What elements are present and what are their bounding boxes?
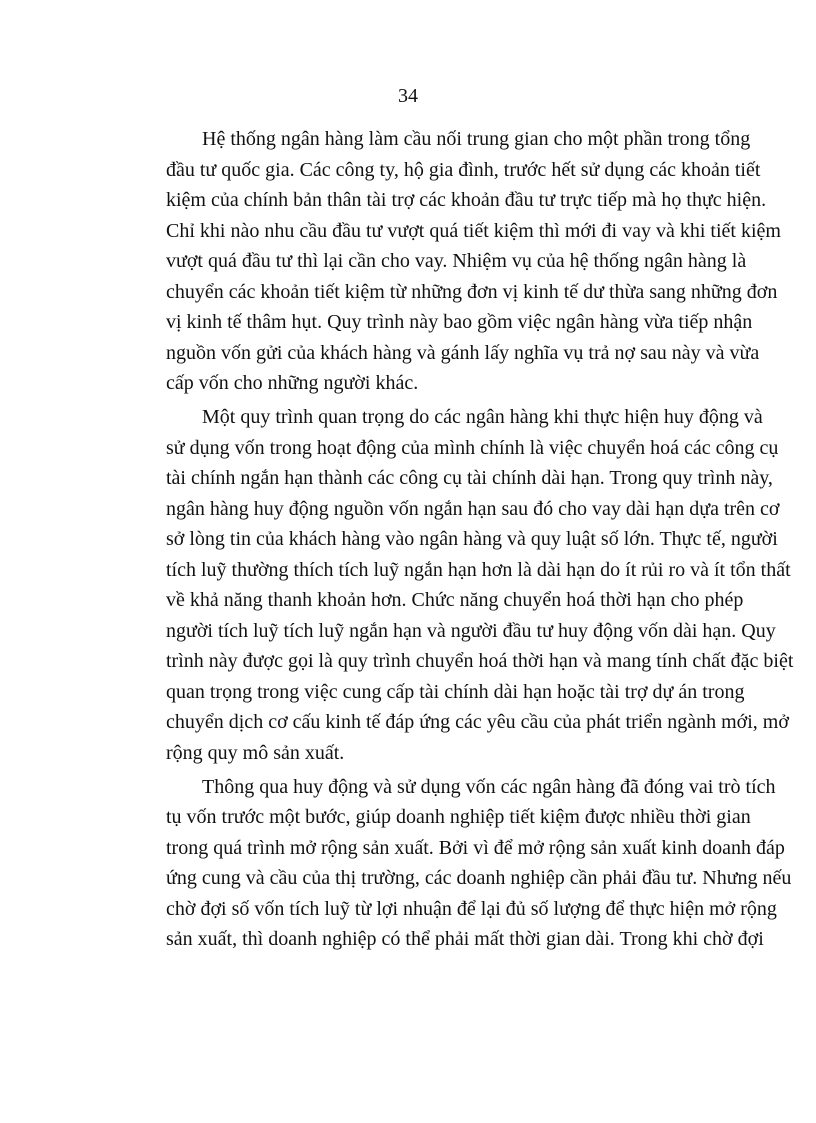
text-line: sản xuất, thì doanh nghiệp có thể phải mất thời gian dài. Trong khi chờ đợi	[166, 928, 764, 950]
paragraph-banking-intermediary	[166, 124, 781, 399]
text-line: sở lòng tin của khách hàng vào ngân hàng và quy luật số lớn. Thực tế, người	[166, 528, 778, 550]
paragraph-capital-accumulation	[166, 772, 792, 955]
text-line: tích luỹ thường thích tích luỹ ngắn hạn hơn là dài hạn do ít rủi ro và ít tổn thất	[166, 558, 791, 581]
text-line: quan trọng trong việc cung cấp tài chính dài hạn hoặc tài trợ dự án trong	[166, 680, 745, 703]
text-line: ngân hàng huy động nguồn vốn ngắn hạn sau đó cho vay dài hạn dựa trên cơ	[166, 497, 780, 520]
text-line: kiệm của chính bản thân tài trợ các khoản đầu tư trực tiếp mà họ thực hiện.	[166, 189, 767, 211]
text-line: trình này được gọi là quy trình chuyển hoá thời hạn và mang tính chất đặc biệt	[166, 650, 794, 672]
text-line: vị kinh tế thâm hụt. Quy trình này bao gồm việc ngân hàng vừa tiếp nhận	[166, 311, 753, 333]
text-line: rộng quy mô sản xuất.	[166, 741, 345, 764]
text-line: đầu tư quốc gia. Các công ty, hộ gia đình, trước hết sử dụng các khoản tiết	[166, 158, 761, 181]
page-number: 34	[398, 85, 418, 107]
text-line: người tích luỹ tích luỹ ngắn hạn và người đầu tư huy động vốn dài hạn. Quy	[166, 619, 776, 642]
text-line: ứng cung và cầu của thị trường, các doanh nghiệp cần phải đầu tư. Nhưng nếu	[166, 867, 792, 889]
text-line: cấp vốn cho những người khác.	[166, 372, 419, 394]
text-line: Một quy trình quan trọng do các ngân hàng khi thực hiện huy động và	[202, 406, 763, 428]
text-line: trong quá trình mở rộng sản xuất. Bởi vì để mở rộng sản xuất kinh doanh đáp	[166, 836, 785, 859]
text-line: tài chính ngắn hạn thành các công cụ tài chính dài hạn. Trong quy trình này,	[166, 467, 773, 489]
text-line: chuyển các khoản tiết kiệm từ những đơn vị kinh tế dư thừa sang những đơn	[166, 280, 778, 303]
text-line: về khả năng thanh khoản hơn. Chức năng chuyển hoá thời hạn cho phép	[166, 589, 744, 611]
text-line: vượt quá đầu tư thì lại cần cho vay. Nhiệm vụ của hệ thống ngân hàng là	[166, 250, 747, 272]
text-line: Chỉ khi nào nhu cầu đầu tư vượt quá tiết kiệm thì mới đi vay và khi tiết kiệm	[166, 219, 781, 242]
text-line: chờ đợi số vốn tích luỹ từ lợi nhuận để lại đủ số lượng để thực hiện mở rộng	[166, 897, 777, 920]
text-line: tụ vốn trước một bước, giúp doanh nghiệp tiết kiệm được nhiều thời gian	[166, 806, 751, 828]
text-line: Thông qua huy động và sử dụng vốn các ngân hàng đã đóng vai trò tích	[202, 775, 776, 798]
text-line: chuyển dịch cơ cấu kinh tế đáp ứng các yêu cầu của phát triển ngành mới, mở	[166, 711, 789, 733]
text-line: nguồn vốn gửi của khách hàng và gánh lấy nghĩa vụ trả nợ sau này và vừa	[166, 341, 760, 364]
body-text	[166, 124, 794, 955]
text-line: sử dụng vốn trong hoạt động của mình chính là việc chuyển hoá các công cụ	[166, 436, 779, 459]
text-line: Hệ thống ngân hàng làm cầu nối trung gian cho một phần trong tổng	[202, 128, 751, 150]
paragraph-maturity-transformation	[166, 402, 794, 768]
